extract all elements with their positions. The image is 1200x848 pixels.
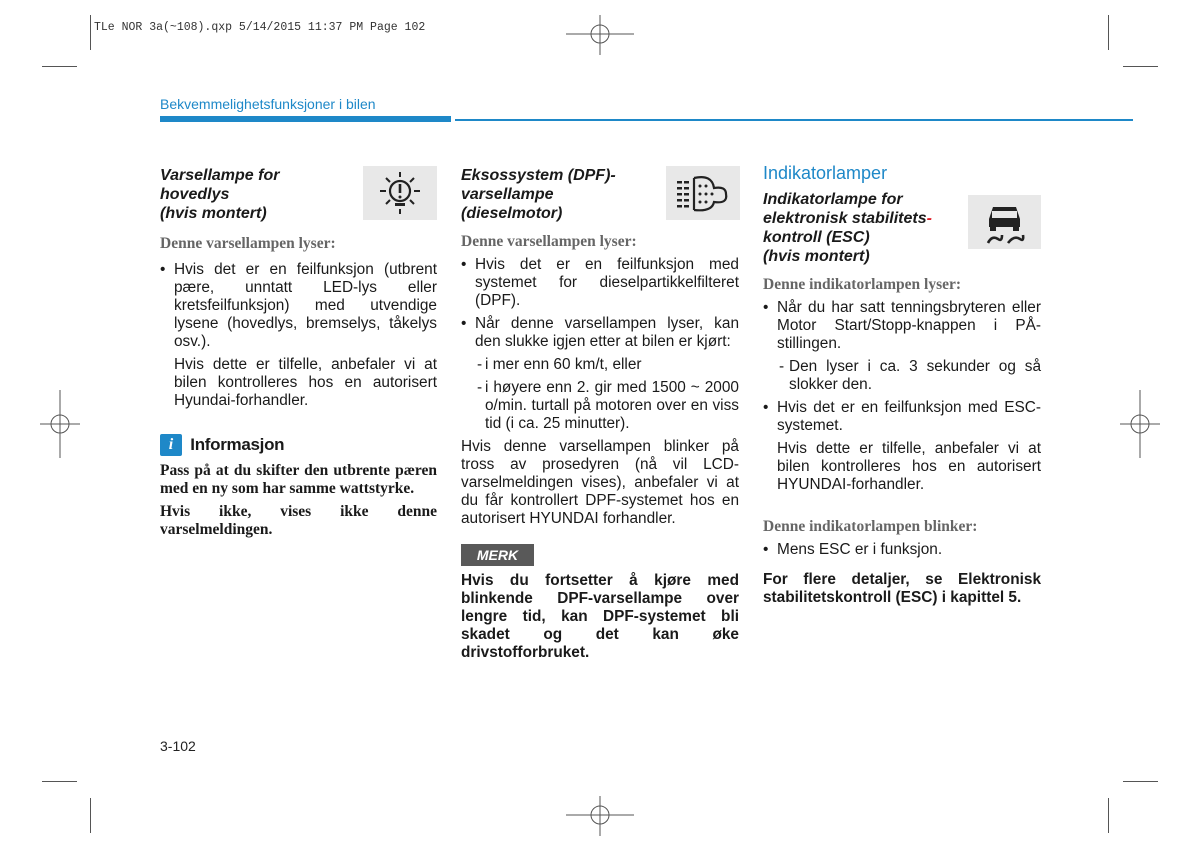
crop-mark	[1123, 66, 1158, 67]
note-badge: MERK	[461, 544, 534, 566]
warning-heading: Varsellampe for hovedlys (hvis montert)	[160, 167, 280, 222]
list-item: • Mens ESC er i funksjon.	[763, 541, 1041, 559]
sub-list-item: - Den lyser i ca. 3 sekunder og så slokker den.	[763, 358, 1041, 394]
list-item: • Når denne varsellampen lyser, kan den slukke igjen etter at bilen er kjørt:	[461, 315, 739, 351]
paragraph: Hvis dette er tilfelle, anbefaler vi at bilen kontrolleres hos en autorisert HYUNDAI-forhandler.	[777, 440, 1041, 493]
paragraph: Hvis dette er tilfelle, anbefaler vi at bilen kontrolleres hos en autorisert Hyundai-forhandler.	[174, 356, 437, 409]
lights-heading: Denne varsellampen lyser:	[160, 235, 336, 252]
section-heading: Indikatorlamper	[763, 163, 888, 183]
bulb-warning-icon	[363, 166, 437, 220]
sub-list-item: - i mer enn 60 km/t, eller	[461, 356, 739, 374]
registration-mark-bottom	[566, 796, 634, 836]
list-item: • Hvis det er en feilfunksjon med systemet for dieselpartikkelfilteret (DPF).	[461, 256, 739, 310]
dpf-icon	[666, 166, 740, 220]
registration-mark-top	[566, 15, 634, 55]
info-title: Informasjon	[190, 435, 285, 454]
paragraph: Hvis denne varsellampen blinker på tross av prosedyren (nå vil LCD-varselmeldingen vises), anbefaler vi at du får kontrollert DPF-systemet hos en autorisert HYUNDAI forhandler.	[461, 438, 739, 527]
sub-list-item: - i høyere enn 2. gir med 1500 ~ 2000 o/min. turtall på motoren over en viss tid (i ca. 25 minutter).	[461, 379, 739, 433]
crop-mark	[90, 15, 91, 50]
crop-mark	[42, 66, 77, 67]
lights-heading: Denne indikatorlampen lyser:	[763, 276, 962, 293]
blinks-heading: Denne indikatorlampen blinker:	[763, 518, 978, 535]
info-text: Hvis ikke, vises ikke denne varselmeldingen.	[160, 503, 437, 538]
info-icon: i	[160, 434, 182, 456]
column-1	[160, 166, 437, 539]
page-number: 3-102	[160, 738, 196, 754]
section-title: Bekvemmelighetsfunksjoner i bilen	[160, 96, 376, 112]
warning-heading: Eksossystem (DPF)- varsellampe (dieselmotor)	[461, 167, 616, 222]
list-item: • Når du har satt tenningsbryteren eller Motor Start/Stopp-knappen i PÅ- stillingen.	[763, 299, 1041, 353]
crop-mark	[1123, 781, 1158, 782]
list-item: • Hvis det er en feilfunksjon (utbrent pære, unntatt LED-lys eller kretsfeilfunksjon) med utvendige lysene (hovedlys, bremselys, tåkelys osv.).	[160, 261, 437, 351]
list-item: • Hvis det er en feilfunksjon med ESC- systemet.	[763, 399, 1041, 435]
crop-mark	[90, 798, 91, 833]
lights-heading: Denne varsellampen lyser:	[461, 233, 637, 250]
note-text: Hvis du fortsetter å kjøre med blinkende DPF-varsellampe over lengre tid, kan DPF-systemet bli skadet og det kan øke drivstofforbruket.	[461, 572, 739, 661]
crop-mark	[1108, 15, 1109, 50]
registration-mark-left	[40, 390, 80, 458]
header-rule-thick	[160, 116, 451, 122]
registration-mark-right	[1120, 390, 1160, 458]
print-slug: TLe NOR 3a(~108).qxp 5/14/2015 11:37 PM Page 102	[94, 21, 426, 34]
reference-note: For flere detaljer, se Elektronisk stabilitetskontroll (ESC) i kapittel 5.	[763, 571, 1041, 606]
esc-skid-icon	[968, 195, 1041, 249]
indicator-heading: Indikatorlampe for elektronisk stabilitets- kontroll (ESC) (hvis montert)	[763, 191, 932, 265]
column-2	[461, 166, 739, 662]
crop-mark	[42, 781, 77, 782]
header-rule-thin	[455, 119, 1133, 121]
note-header	[461, 544, 739, 566]
info-text: Pass på at du skifter den utbrente pæren med en ny som har samme wattstyrke.	[160, 462, 437, 497]
crop-mark	[1108, 798, 1109, 833]
info-box-header	[160, 434, 437, 456]
